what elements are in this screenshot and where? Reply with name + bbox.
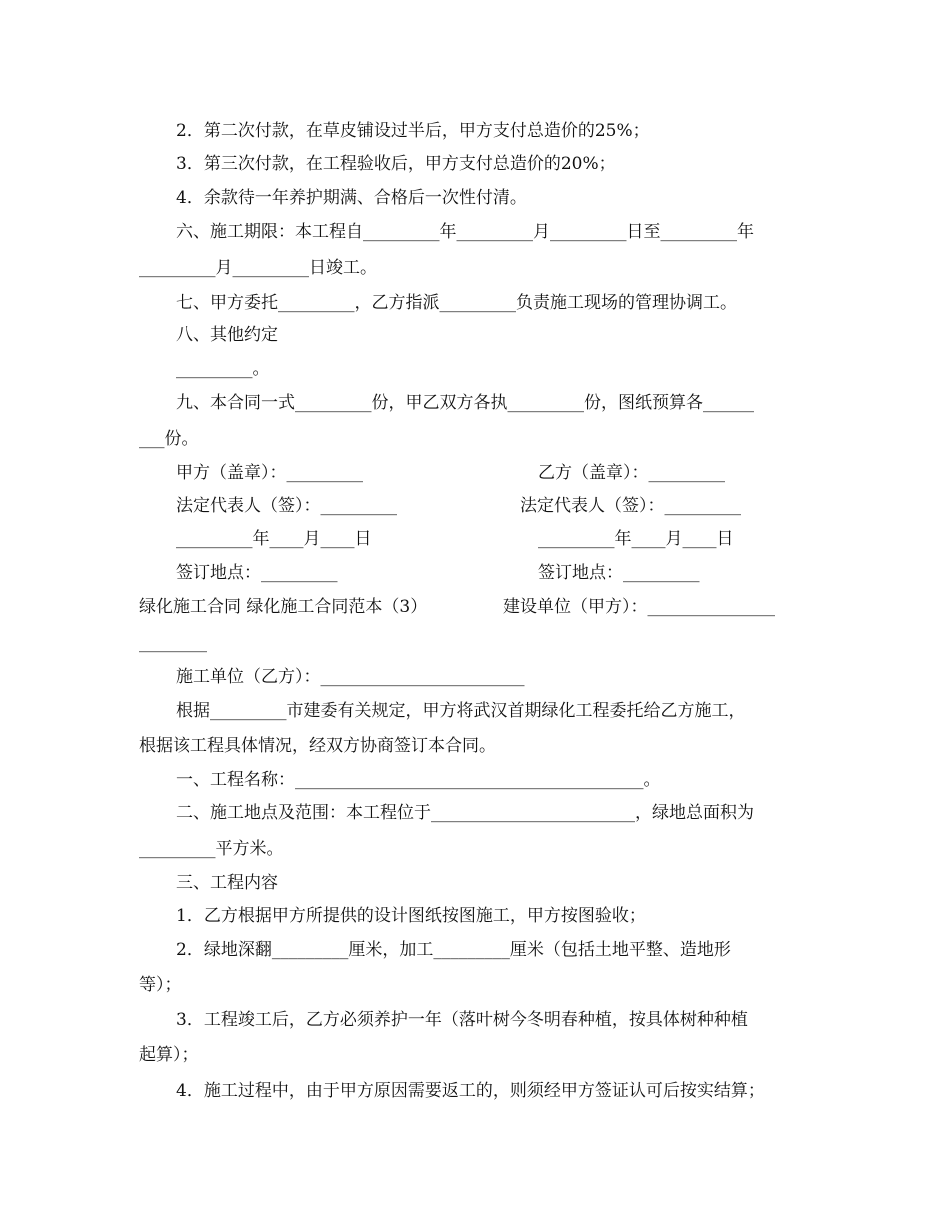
content-item-3: 3．工程竣工后，乙方必须养护一年（落叶树今冬明春种植，按具体树种种植 [176, 1010, 748, 1030]
content-item-3-cont: 起算）； [139, 1045, 199, 1065]
content-item-2-cont: 等）； [139, 975, 182, 995]
preamble-line-2: 根据该工程具体情况，经双方协商签订本合同。 [139, 736, 496, 756]
content-item-2: 2．绿地深翻_________厘米，加工_________厘米（包括土地平整、造地形 [176, 940, 731, 960]
section-nine-copies: 九、本合同一式_________份，甲乙双方各执_________份，图纸预算各______ [176, 393, 754, 413]
section-two-location: 二、施工地点及范围：本工程位于________________________，绿地总面积为 [176, 803, 754, 823]
payment-second-line: 2．第二次付款，在草皮铺设过半后，甲方支付总造价的25%； [176, 121, 650, 141]
builder-unit-party-b: 施工单位（乙方）：________________________ [176, 667, 525, 687]
section-eight-heading: 八、其他约定 [176, 325, 278, 345]
party-a-representative: 法定代表人（签）：_________ [176, 496, 397, 516]
payment-third-line: 3．第三次付款，在工程验收后，甲方支付总造价的20%； [176, 154, 616, 174]
section-eight-blank: _________。 [176, 359, 270, 379]
party-a-place: 签订地点：_________ [176, 563, 338, 583]
section-three-heading: 三、工程内容 [176, 873, 278, 893]
construction-unit-party-a: 建设单位（甲方）：_______________ [503, 597, 775, 617]
party-a-date: _________年____月____日 [176, 529, 372, 549]
construction-unit-blank-cont: ________ [139, 633, 207, 653]
section-six-period: 六、施工期限：本工程自_________年_________月_________日至_________年 [176, 222, 754, 242]
section-one-name: 一、工程名称：_________________________________________。 [176, 770, 661, 790]
contract-template-title: 绿化施工合同 绿化施工合同范本（3） [139, 597, 428, 617]
payment-balance-line: 4．余款待一年养护期满、合格后一次性付清。 [176, 188, 527, 208]
section-seven-delegate: 七、甲方委托_________，乙方指派_________负责施工现场的管理协调工。 [176, 293, 737, 313]
party-b-representative: 法定代表人（签）：_________ [520, 496, 741, 516]
party-b-place: 签订地点：_________ [538, 563, 700, 583]
preamble-line-1: 根据_________市建委有关规定，甲方将武汉首期绿化工程委托给乙方施工， [176, 701, 746, 721]
content-item-4: 4．施工过程中，由于甲方原因需要返工的，则须经甲方签证认可后按实结算； [176, 1081, 765, 1101]
content-item-1: 1．乙方根据甲方所提供的设计图纸按图施工，甲方按图验收； [176, 906, 646, 926]
party-a-seal: 甲方（盖章）：_________ [176, 463, 363, 483]
section-two-location-cont: _________平方米。 [139, 839, 284, 859]
section-six-period-cont: _________月_________日竣工。 [139, 258, 377, 278]
section-nine-copies-cont: ___份。 [139, 429, 199, 449]
party-b-date: _________年____月____日 [538, 529, 734, 549]
party-b-seal: 乙方（盖章）：_________ [538, 463, 725, 483]
